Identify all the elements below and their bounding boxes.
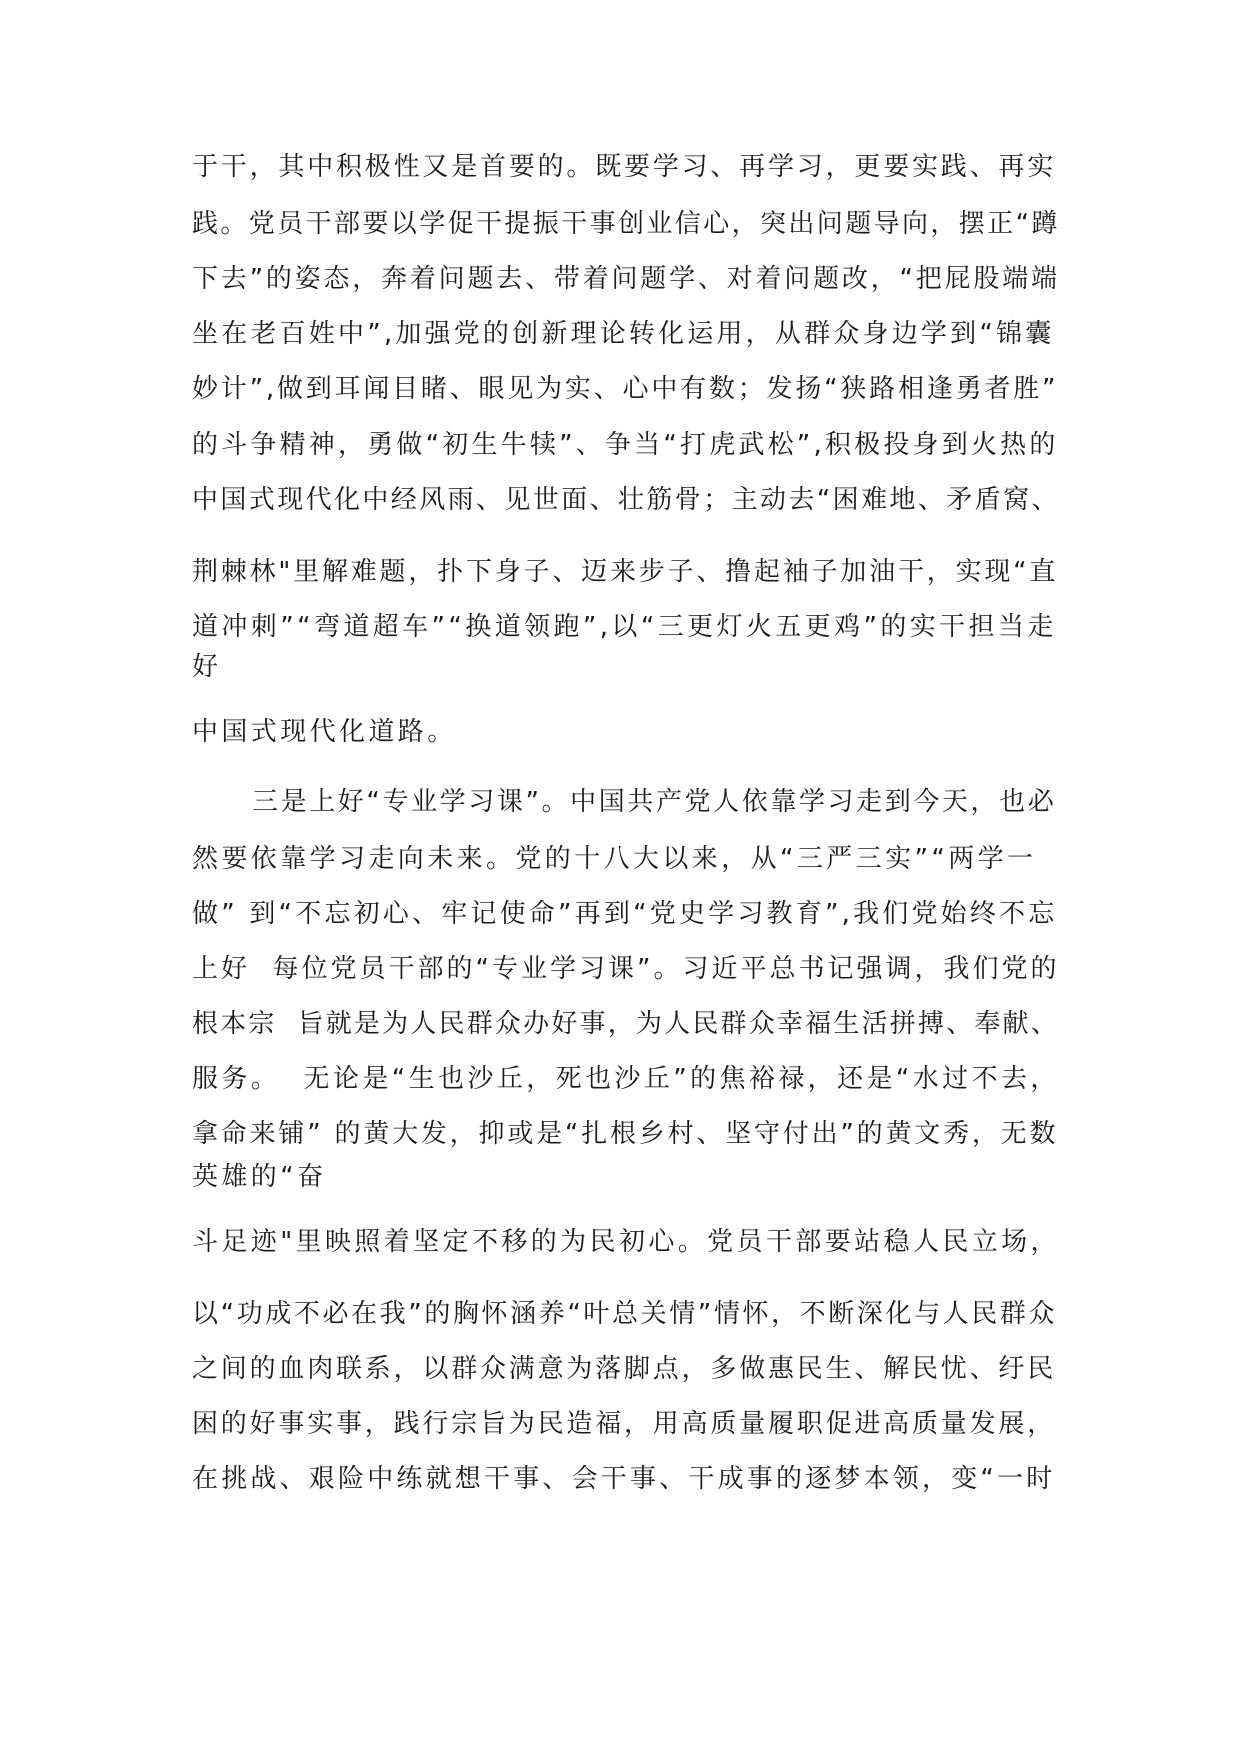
body-text-line: 中国式现代化道路。 xyxy=(192,717,457,747)
paragraph-start-line: 三是上好“专业学习课”。中国共产党人依靠学习走到今天，也必 xyxy=(252,787,1057,817)
body-text-line: 做” 到“不忘初心、牢记使命”再到“党史学习教育”,我们党始终不忘 xyxy=(192,899,1058,929)
body-text-line: 以“功成不必在我”的胸怀涵养“叶总关情”情怀，不断深化与人民群众 xyxy=(192,1299,1058,1329)
body-text-line: 妙计”,做到耳闻目睹、眼见为实、心中有数；发扬“狭路相逢勇者胜” xyxy=(192,374,1059,404)
body-text-line: 困的好事实事，践行宗旨为民造福，用高质量履职促进高质量发展， xyxy=(192,1409,1057,1439)
body-text-line: 于干，其中积极性又是首要的。既要学习、再学习，更要实践、再实 xyxy=(192,152,1057,182)
body-text-line: 然要依靠学习走向未来。党的十八大以来，从“三严三实”“两学一 xyxy=(192,844,1037,874)
body-text-line: 好 xyxy=(192,652,222,682)
body-text-line: 的斗争精神，勇做“初生牛犊”、争当“打虎武松”,积极投身到火热的 xyxy=(192,430,1059,460)
body-text-line: 下去”的姿态，奔着问题去、带着问题学、对着问题改，“把屁股端端 xyxy=(192,264,1060,294)
body-text-line: 坐在老百姓中”,加强党的创新理论转化运用，从群众身边学到“锦囊 xyxy=(192,319,1055,349)
body-text-line: 服务。 无论是“生也沙丘，死也沙丘”的焦裕禄，还是“水过不去， xyxy=(192,1064,1060,1094)
body-text-line: 斗足迹"里映照着坚定不移的为民初心。党员干部要站稳人民立场， xyxy=(192,1227,1060,1257)
body-text-line: 拿命来铺” 的黄大发，抑或是“扎根乡村、坚守付出”的黄文秀，无数 xyxy=(192,1119,1059,1149)
body-text-line: 荆棘林"里解难题，扑下身子、迈来步子、撸起袖子加油干，实现“直 xyxy=(192,557,1059,587)
body-text-line: 上好 每位党员干部的“专业学习课”。习近平总书记强调，我们党的 xyxy=(192,954,1060,984)
body-text-line: 践。党员干部要以学促干提振干事创业信心，突出问题导向，摆正“蹲 xyxy=(192,209,1060,239)
body-text-line: 英雄的“奋 xyxy=(192,1162,327,1192)
body-text-line: 中国式现代化中经风雨、见世面、壮筋骨；主动去“困难地、矛盾窝、 xyxy=(192,485,1060,515)
body-text-line: 根本宗 旨就是为人民群众办好事，为人民群众幸福生活拼搏、奉献、 xyxy=(192,1009,1059,1039)
body-text-line: 之间的血肉联系，以群众满意为落脚点，多做惠民生、解民忧、纡民 xyxy=(192,1354,1057,1384)
body-text-line: 道冲刺”“弯道超车”“换道领跑”,以“三更灯火五更鸡”的实干担当走 xyxy=(192,612,1057,642)
body-text-line: 在挑战、艰险中练就想干事、会干事、干成事的逐梦本领，变“一时 xyxy=(192,1464,1056,1494)
